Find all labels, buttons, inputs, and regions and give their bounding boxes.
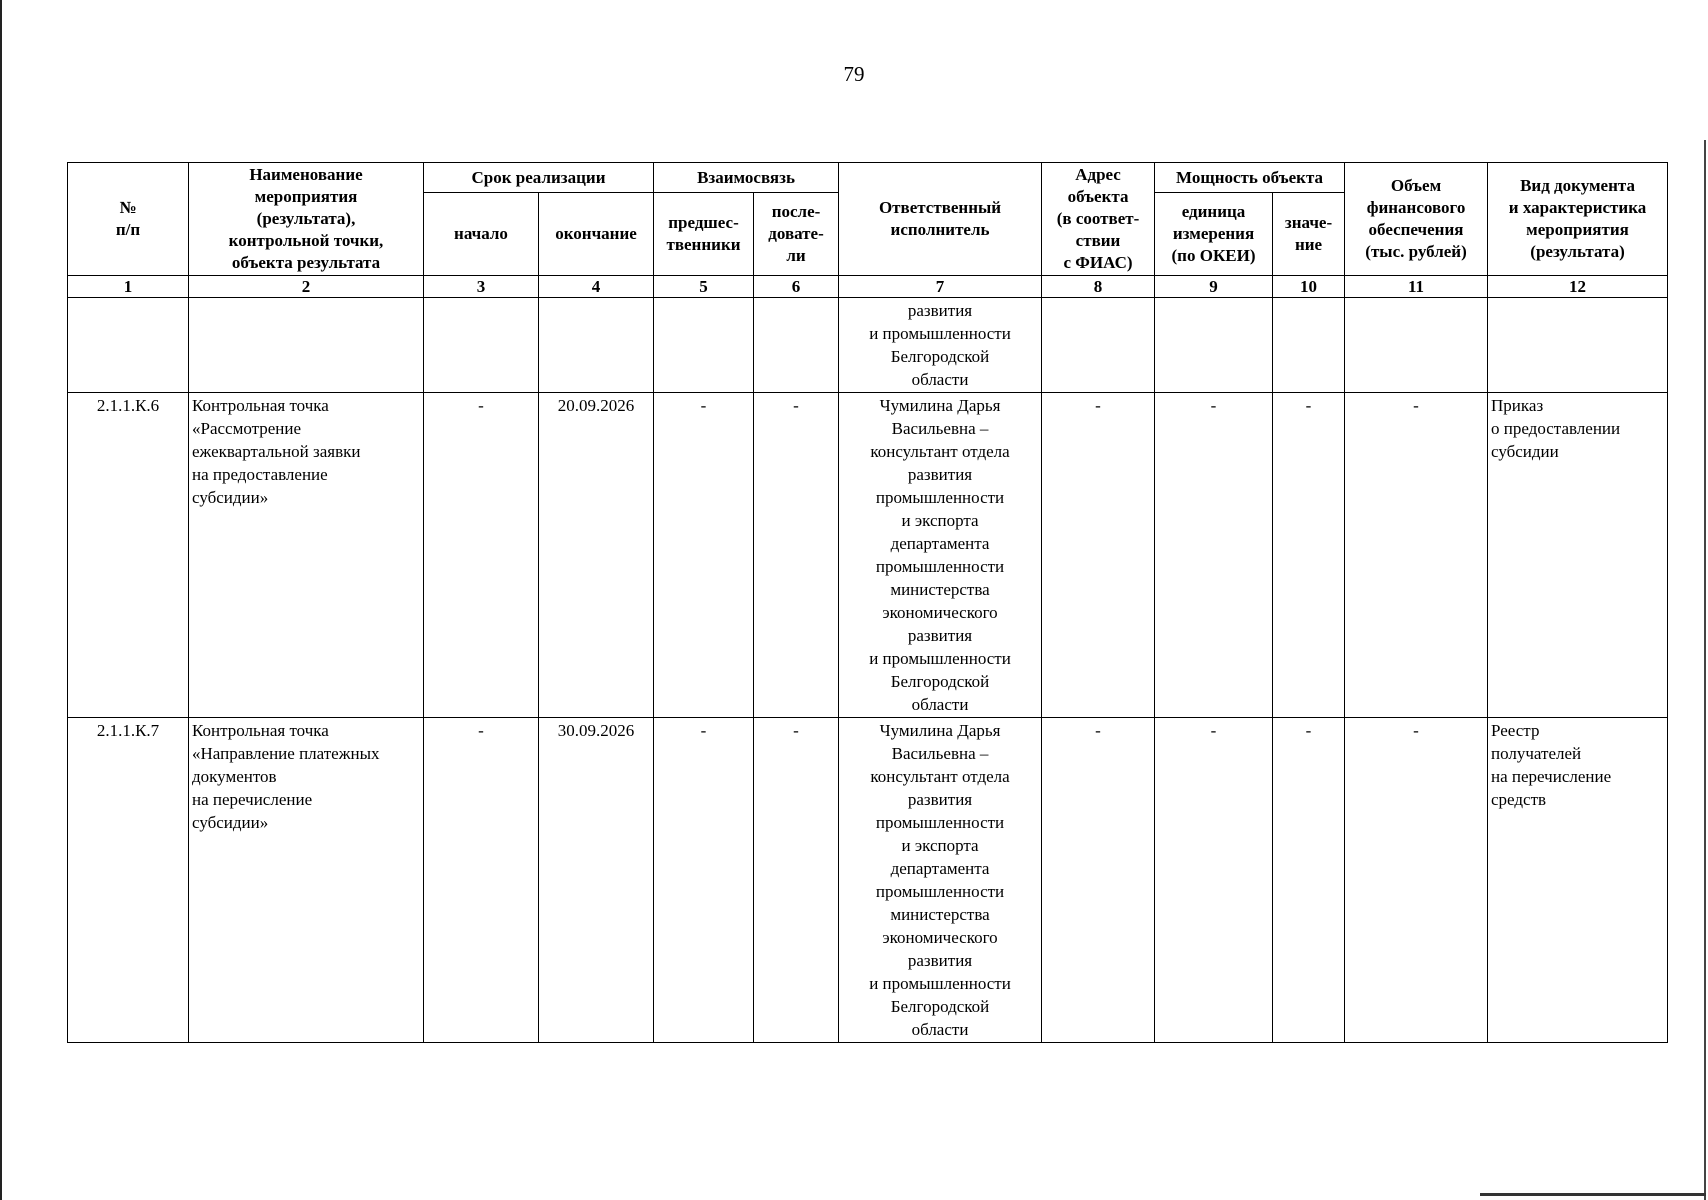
- value-cell: -: [1273, 393, 1345, 718]
- plan-table: [67, 162, 1668, 1043]
- start-cell: -: [424, 393, 539, 718]
- finance-cell: -: [1345, 393, 1488, 718]
- column-number: 11: [1345, 276, 1488, 298]
- doc-cell: Приказ о предоставлении субсидии: [1488, 393, 1668, 718]
- column-number: 7: [839, 276, 1042, 298]
- table-cell: [1273, 298, 1345, 393]
- header-name: Наименование мероприятия (результата), контрольной точки, объекта результата: [189, 163, 424, 276]
- table-cell: [189, 298, 424, 393]
- num-cell: 2.1.1.К.6: [68, 393, 189, 718]
- header-num: № п/п: [68, 163, 189, 276]
- table-cell: [1155, 298, 1273, 393]
- responsible-cell: Чумилина Дарья Васильевна – консультант отдела развития промышленности и экспорта департамента промышленности министерства экономического развития и промышленности Белгородской области: [839, 393, 1042, 718]
- column-number-row: [68, 276, 1668, 298]
- table-cell: [539, 298, 654, 393]
- column-number: 1: [68, 276, 189, 298]
- column-number: 8: [1042, 276, 1155, 298]
- scan-edge-right: [1704, 140, 1706, 1200]
- table-cell: [424, 298, 539, 393]
- address-cell: -: [1042, 718, 1155, 1043]
- table-header: [68, 163, 1668, 298]
- next-cell: -: [754, 718, 839, 1043]
- name-cell: Контрольная точка «Направление платежных документов на перечисление субсидии»: [189, 718, 424, 1043]
- header-term-end: окончание: [539, 193, 654, 276]
- header-link-next: после- довате- ли: [754, 193, 839, 276]
- responsible-cell: Чумилина Дарья Васильевна – консультант отдела развития промышленности и экспорта департамента промышленности министерства экономического развития и промышленности Белгородской области: [839, 718, 1042, 1043]
- column-number: 4: [539, 276, 654, 298]
- column-number: 10: [1273, 276, 1345, 298]
- header-capacity-value: значе- ние: [1273, 193, 1345, 276]
- page-number: 79: [843, 62, 865, 86]
- header-term: Срок реализации: [424, 163, 654, 193]
- name-cell: Контрольная точка «Рассмотрение ежеквартальной заявки на предоставление субсидии»: [189, 393, 424, 718]
- value-cell: -: [1273, 718, 1345, 1043]
- table-row: [68, 718, 1668, 1043]
- table-cell: [68, 298, 189, 393]
- end-cell: 20.09.2026: [539, 393, 654, 718]
- scan-edge-bottom: [1480, 1193, 1706, 1196]
- column-number: 9: [1155, 276, 1273, 298]
- column-number: 12: [1488, 276, 1668, 298]
- table-cell: [654, 298, 754, 393]
- continuation-row: [68, 298, 1668, 393]
- table-cell: [1042, 298, 1155, 393]
- responsible-cell: развития и промышленности Белгородской области: [839, 298, 1042, 393]
- table-cell: [1345, 298, 1488, 393]
- prev-cell: -: [654, 718, 754, 1043]
- num-cell: 2.1.1.К.7: [68, 718, 189, 1043]
- prev-cell: -: [654, 393, 754, 718]
- header-capacity-unit: единица измерения (по ОКЕИ): [1155, 193, 1273, 276]
- scan-edge-left: [0, 0, 2, 1200]
- unit-cell: -: [1155, 393, 1273, 718]
- address-cell: -: [1042, 393, 1155, 718]
- column-number: 3: [424, 276, 539, 298]
- header-capacity: Мощность объекта: [1155, 163, 1345, 193]
- column-number: 5: [654, 276, 754, 298]
- table-cell: [754, 298, 839, 393]
- start-cell: -: [424, 718, 539, 1043]
- header-link: Взаимосвязь: [654, 163, 839, 193]
- table-cell: [1488, 298, 1668, 393]
- column-number: 6: [754, 276, 839, 298]
- header-doc: Вид документа и характеристика мероприятия (результата): [1488, 163, 1668, 276]
- header-responsible: Ответственный исполнитель: [839, 163, 1042, 276]
- header-link-prev: предшес- твенники: [654, 193, 754, 276]
- end-cell: 30.09.2026: [539, 718, 654, 1043]
- header-address: Адрес объекта (в соответ- ствии с ФИАС): [1042, 163, 1155, 276]
- finance-cell: -: [1345, 718, 1488, 1043]
- table-row: [68, 393, 1668, 718]
- header-finance: Объем финансового обеспечения (тыс. рублей): [1345, 163, 1488, 276]
- unit-cell: -: [1155, 718, 1273, 1043]
- header-term-start: начало: [424, 193, 539, 276]
- next-cell: -: [754, 393, 839, 718]
- column-number: 2: [189, 276, 424, 298]
- doc-cell: Реестр получателей на перечисление средств: [1488, 718, 1668, 1043]
